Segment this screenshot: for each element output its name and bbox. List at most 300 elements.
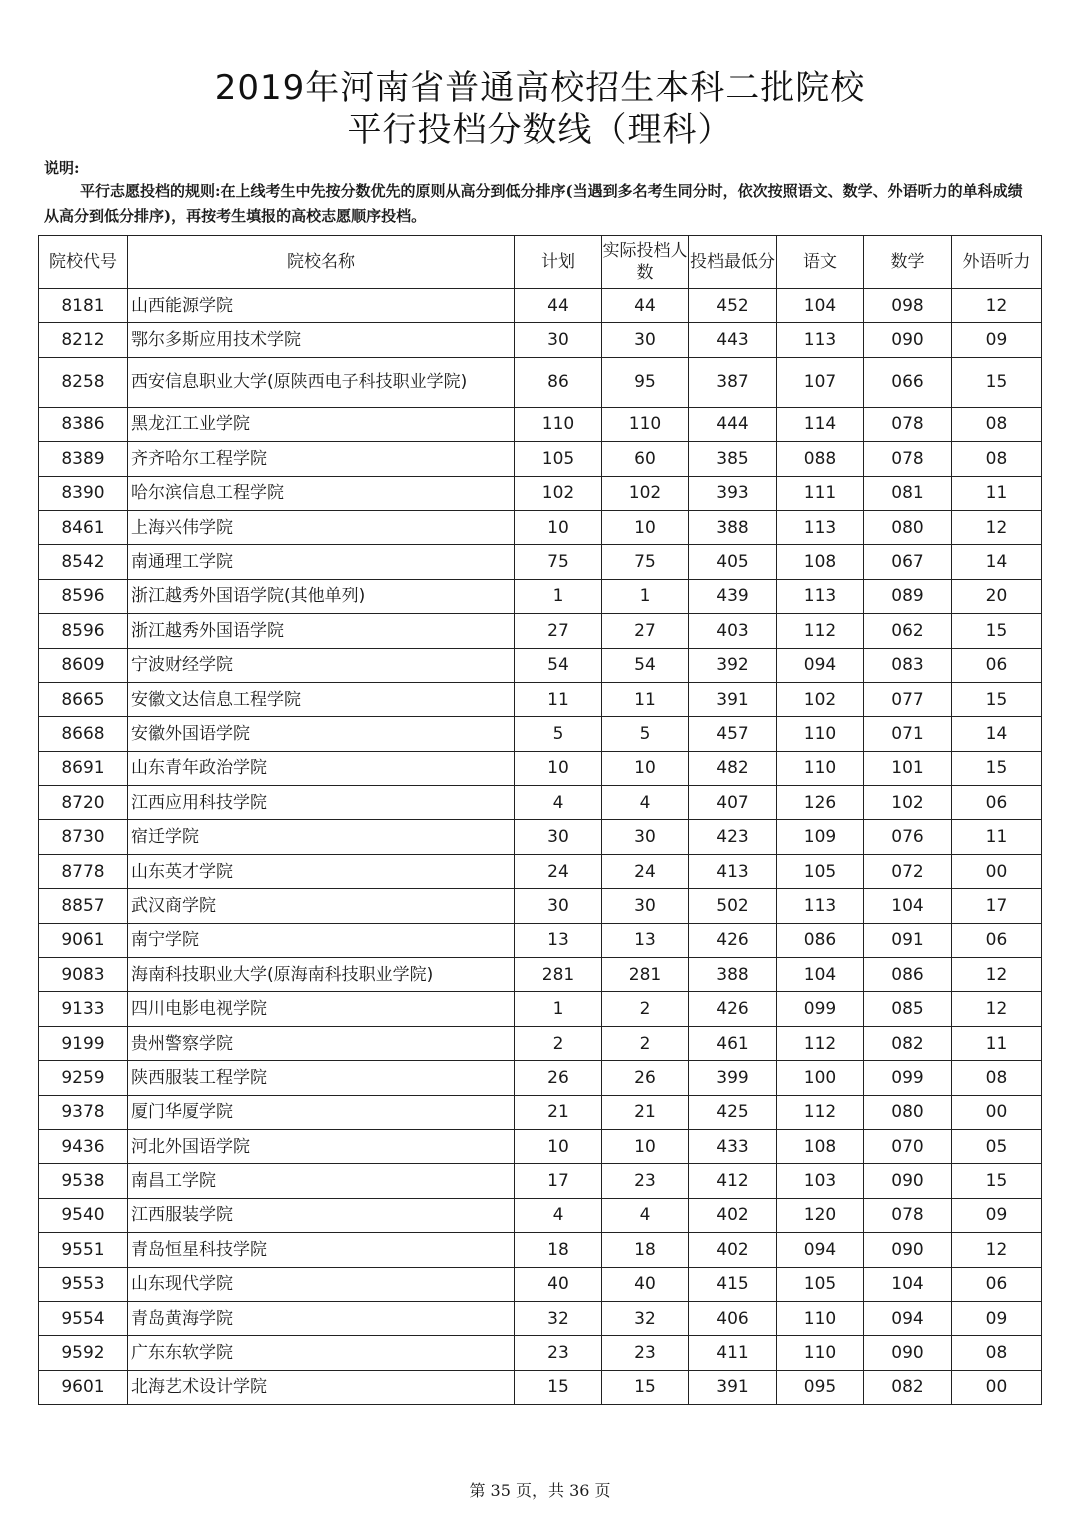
plan-cell: 10 [515, 1129, 602, 1163]
min-score-cell: 426 [689, 992, 777, 1026]
plan-cell: 23 [515, 1336, 602, 1370]
min-score-cell: 415 [689, 1267, 777, 1301]
school-name-cell: 齐齐哈尔工程学院 [128, 442, 515, 476]
actual-count-cell: 54 [602, 648, 689, 682]
chinese-score-cell: 113 [777, 510, 864, 544]
min-score-cell: 388 [689, 510, 777, 544]
min-score-cell: 452 [689, 289, 777, 323]
plan-cell: 1 [515, 579, 602, 613]
listening-score-cell: 08 [952, 1336, 1042, 1370]
chinese-score-cell: 108 [777, 1129, 864, 1163]
math-score-cell: 104 [864, 1267, 952, 1301]
school-name-cell: 广东东软学院 [128, 1336, 515, 1370]
table-row [39, 958, 1042, 992]
math-score-cell: 078 [864, 442, 952, 476]
plan-cell: 27 [515, 614, 602, 648]
math-score-cell: 085 [864, 992, 952, 1026]
school-name-cell: 山东英才学院 [128, 854, 515, 888]
table-row [39, 1129, 1042, 1163]
table-row [39, 648, 1042, 682]
listening-score-cell: 11 [952, 820, 1042, 854]
actual-count-cell: 4 [602, 1198, 689, 1232]
school-name-cell: 厦门华厦学院 [128, 1095, 515, 1129]
table-row [39, 923, 1042, 957]
table-row [39, 442, 1042, 476]
school-code-cell: 8609 [39, 648, 128, 682]
header-actual-count: 实际投档人数 [602, 236, 689, 289]
school-code-cell: 9551 [39, 1233, 128, 1267]
listening-score-cell: 05 [952, 1129, 1042, 1163]
listening-score-cell: 14 [952, 545, 1042, 579]
plan-cell: 21 [515, 1095, 602, 1129]
table-row [39, 1061, 1042, 1095]
table-row [39, 1370, 1042, 1404]
school-code-cell: 9083 [39, 958, 128, 992]
actual-count-cell: 13 [602, 923, 689, 957]
table-row [39, 1095, 1042, 1129]
actual-count-cell: 30 [602, 889, 689, 923]
min-score-cell: 426 [689, 923, 777, 957]
min-score-cell: 392 [689, 648, 777, 682]
listening-score-cell: 00 [952, 1095, 1042, 1129]
math-score-cell: 081 [864, 476, 952, 510]
chinese-score-cell: 104 [777, 289, 864, 323]
school-name-cell: 江西服装学院 [128, 1198, 515, 1232]
listening-score-cell: 12 [952, 1233, 1042, 1267]
actual-count-cell: 5 [602, 717, 689, 751]
school-code-cell: 8730 [39, 820, 128, 854]
table-row [39, 682, 1042, 716]
listening-score-cell: 15 [952, 357, 1042, 407]
table-row [39, 323, 1042, 357]
math-score-cell: 082 [864, 1026, 952, 1060]
table-row [39, 1233, 1042, 1267]
listening-score-cell: 08 [952, 1061, 1042, 1095]
actual-count-cell: 10 [602, 510, 689, 544]
school-code-cell: 8542 [39, 545, 128, 579]
table-row [39, 289, 1042, 323]
document-title-line2: 平行投档分数线（理科） [347, 110, 733, 150]
plan-cell: 30 [515, 323, 602, 357]
school-code-cell: 9436 [39, 1129, 128, 1163]
plan-cell: 4 [515, 1198, 602, 1232]
school-code-cell: 9553 [39, 1267, 128, 1301]
school-code-cell: 9061 [39, 923, 128, 957]
chinese-score-cell: 094 [777, 1233, 864, 1267]
school-code-cell: 9259 [39, 1061, 128, 1095]
school-name-cell: 青岛黄海学院 [128, 1301, 515, 1335]
actual-count-cell: 281 [602, 958, 689, 992]
math-score-cell: 098 [864, 289, 952, 323]
school-name-cell: 上海兴伟学院 [128, 510, 515, 544]
plan-cell: 10 [515, 751, 602, 785]
school-code-cell: 9538 [39, 1164, 128, 1198]
listening-score-cell: 20 [952, 579, 1042, 613]
school-code-cell: 9592 [39, 1336, 128, 1370]
chinese-score-cell: 107 [777, 357, 864, 407]
school-name-cell: 海南科技职业大学(原海南科技职业学院) [128, 958, 515, 992]
math-score-cell: 082 [864, 1370, 952, 1404]
actual-count-cell: 2 [602, 1026, 689, 1060]
header-chinese: 语文 [777, 236, 864, 289]
table-row [39, 579, 1042, 613]
chinese-score-cell: 120 [777, 1198, 864, 1232]
chinese-score-cell: 112 [777, 614, 864, 648]
school-name-cell: 青岛恒星科技学院 [128, 1233, 515, 1267]
school-code-cell: 9554 [39, 1301, 128, 1335]
actual-count-cell: 30 [602, 323, 689, 357]
listening-score-cell: 11 [952, 476, 1042, 510]
school-name-cell: 宿迁学院 [128, 820, 515, 854]
min-score-cell: 423 [689, 820, 777, 854]
school-code-cell: 8461 [39, 510, 128, 544]
plan-cell: 30 [515, 889, 602, 923]
listening-score-cell: 12 [952, 958, 1042, 992]
school-name-cell: 四川电影电视学院 [128, 992, 515, 1026]
school-code-cell: 8720 [39, 786, 128, 820]
math-score-cell: 077 [864, 682, 952, 716]
math-score-cell: 091 [864, 923, 952, 957]
school-code-cell: 9601 [39, 1370, 128, 1404]
school-code-cell: 9133 [39, 992, 128, 1026]
actual-count-cell: 10 [602, 1129, 689, 1163]
table-row [39, 820, 1042, 854]
min-score-cell: 406 [689, 1301, 777, 1335]
table-row [39, 510, 1042, 544]
document-title-line1: 2019年河南省普通高校招生本科二批院校 [214, 68, 866, 108]
chinese-score-cell: 126 [777, 786, 864, 820]
math-score-cell: 090 [864, 1164, 952, 1198]
listening-score-cell: 12 [952, 992, 1042, 1026]
table-row [39, 854, 1042, 888]
min-score-cell: 388 [689, 958, 777, 992]
chinese-score-cell: 103 [777, 1164, 864, 1198]
math-score-cell: 101 [864, 751, 952, 785]
school-name-cell: 南昌工学院 [128, 1164, 515, 1198]
actual-count-cell: 26 [602, 1061, 689, 1095]
math-score-cell: 104 [864, 889, 952, 923]
math-score-cell: 086 [864, 958, 952, 992]
math-score-cell: 066 [864, 357, 952, 407]
plan-cell: 2 [515, 1026, 602, 1060]
school-code-cell: 8386 [39, 407, 128, 441]
listening-score-cell: 15 [952, 751, 1042, 785]
school-name-cell: 江西应用科技学院 [128, 786, 515, 820]
min-score-cell: 385 [689, 442, 777, 476]
table-row [39, 1026, 1042, 1060]
chinese-score-cell: 110 [777, 717, 864, 751]
listening-score-cell: 08 [952, 442, 1042, 476]
header-listening: 外语听力 [952, 236, 1042, 289]
school-name-cell: 贵州警察学院 [128, 1026, 515, 1060]
school-code-cell: 9378 [39, 1095, 128, 1129]
plan-cell: 11 [515, 682, 602, 716]
min-score-cell: 412 [689, 1164, 777, 1198]
actual-count-cell: 15 [602, 1370, 689, 1404]
chinese-score-cell: 113 [777, 889, 864, 923]
actual-count-cell: 27 [602, 614, 689, 648]
listening-score-cell: 12 [952, 510, 1042, 544]
table-row [39, 614, 1042, 648]
table-row [39, 717, 1042, 751]
chinese-score-cell: 114 [777, 407, 864, 441]
school-name-cell: 北海艺术设计学院 [128, 1370, 515, 1404]
table-body [39, 289, 1042, 1405]
school-code-cell: 9540 [39, 1198, 128, 1232]
plan-cell: 10 [515, 510, 602, 544]
plan-cell: 32 [515, 1301, 602, 1335]
school-name-cell: 安徽外国语学院 [128, 717, 515, 751]
school-name-cell: 武汉商学院 [128, 889, 515, 923]
actual-count-cell: 2 [602, 992, 689, 1026]
min-score-cell: 411 [689, 1336, 777, 1370]
actual-count-cell: 60 [602, 442, 689, 476]
math-score-cell: 072 [864, 854, 952, 888]
math-score-cell: 076 [864, 820, 952, 854]
plan-cell: 86 [515, 357, 602, 407]
listening-score-cell: 12 [952, 289, 1042, 323]
math-score-cell: 090 [864, 1233, 952, 1267]
table-row [39, 1301, 1042, 1335]
school-code-cell: 8181 [39, 289, 128, 323]
min-score-cell: 413 [689, 854, 777, 888]
chinese-score-cell: 100 [777, 1061, 864, 1095]
table-row [39, 1198, 1042, 1232]
actual-count-cell: 23 [602, 1336, 689, 1370]
header-math: 数学 [864, 236, 952, 289]
table-row [39, 992, 1042, 1026]
min-score-cell: 399 [689, 1061, 777, 1095]
table-row [39, 786, 1042, 820]
listening-score-cell: 09 [952, 323, 1042, 357]
school-code-cell: 8857 [39, 889, 128, 923]
listening-score-cell: 08 [952, 407, 1042, 441]
school-code-cell: 8668 [39, 717, 128, 751]
school-name-cell: 安徽文达信息工程学院 [128, 682, 515, 716]
table-header-row [39, 236, 1042, 289]
school-name-cell: 南通理工学院 [128, 545, 515, 579]
min-score-cell: 433 [689, 1129, 777, 1163]
chinese-score-cell: 104 [777, 958, 864, 992]
chinese-score-cell: 088 [777, 442, 864, 476]
table-row [39, 407, 1042, 441]
min-score-cell: 461 [689, 1026, 777, 1060]
plan-cell: 26 [515, 1061, 602, 1095]
note-label: 说明: [44, 159, 80, 177]
table-row [39, 545, 1042, 579]
actual-count-cell: 10 [602, 751, 689, 785]
actual-count-cell: 95 [602, 357, 689, 407]
school-name-cell: 宁波财经学院 [128, 648, 515, 682]
math-score-cell: 094 [864, 1301, 952, 1335]
math-score-cell: 083 [864, 648, 952, 682]
school-name-cell: 河北外国语学院 [128, 1129, 515, 1163]
min-score-cell: 444 [689, 407, 777, 441]
listening-score-cell: 00 [952, 854, 1042, 888]
min-score-cell: 443 [689, 323, 777, 357]
math-score-cell: 080 [864, 1095, 952, 1129]
chinese-score-cell: 112 [777, 1026, 864, 1060]
listening-score-cell: 15 [952, 1164, 1042, 1198]
listening-score-cell: 09 [952, 1301, 1042, 1335]
listening-score-cell: 09 [952, 1198, 1042, 1232]
plan-cell: 24 [515, 854, 602, 888]
chinese-score-cell: 110 [777, 751, 864, 785]
chinese-score-cell: 110 [777, 1336, 864, 1370]
actual-count-cell: 18 [602, 1233, 689, 1267]
plan-cell: 102 [515, 476, 602, 510]
actual-count-cell: 32 [602, 1301, 689, 1335]
plan-cell: 110 [515, 407, 602, 441]
listening-score-cell: 06 [952, 923, 1042, 957]
math-score-cell: 089 [864, 579, 952, 613]
min-score-cell: 482 [689, 751, 777, 785]
note-text: 平行志愿投档的规则:在上线考生中先按分数优先的原则从高分到低分排序(当遇到多名考生同分时，依次按照语文、数学、外语听力的单科成绩从高分到低分排序)，再按考生填报的高校志愿顺序投档。 [44, 182, 1023, 225]
listening-score-cell: 06 [952, 786, 1042, 820]
listening-score-cell: 00 [952, 1370, 1042, 1404]
actual-count-cell: 1 [602, 579, 689, 613]
listening-score-cell: 11 [952, 1026, 1042, 1060]
listening-score-cell: 15 [952, 682, 1042, 716]
plan-cell: 281 [515, 958, 602, 992]
chinese-score-cell: 086 [777, 923, 864, 957]
math-score-cell: 067 [864, 545, 952, 579]
actual-count-cell: 11 [602, 682, 689, 716]
chinese-score-cell: 105 [777, 854, 864, 888]
min-score-cell: 391 [689, 682, 777, 716]
header-plan: 计划 [515, 236, 602, 289]
school-code-cell: 8258 [39, 357, 128, 407]
min-score-cell: 402 [689, 1198, 777, 1232]
actual-count-cell: 30 [602, 820, 689, 854]
min-score-cell: 502 [689, 889, 777, 923]
actual-count-cell: 110 [602, 407, 689, 441]
school-name-cell: 浙江越秀外国语学院(其他单列) [128, 579, 515, 613]
min-score-cell: 425 [689, 1095, 777, 1129]
math-score-cell: 062 [864, 614, 952, 648]
school-name-cell: 山东现代学院 [128, 1267, 515, 1301]
school-name-cell: 山西能源学院 [128, 289, 515, 323]
chinese-score-cell: 099 [777, 992, 864, 1026]
chinese-score-cell: 108 [777, 545, 864, 579]
school-code-cell: 9199 [39, 1026, 128, 1060]
school-code-cell: 8596 [39, 579, 128, 613]
listening-score-cell: 15 [952, 614, 1042, 648]
min-score-cell: 403 [689, 614, 777, 648]
score-table [38, 235, 1042, 1405]
page-footer: 第 35 页，共 36 页 [469, 1481, 611, 1500]
school-name-cell: 鄂尔多斯应用技术学院 [128, 323, 515, 357]
math-score-cell: 078 [864, 407, 952, 441]
actual-count-cell: 24 [602, 854, 689, 888]
school-name-cell: 黑龙江工业学院 [128, 407, 515, 441]
header-school-code: 院校代号 [39, 236, 128, 289]
school-code-cell: 8596 [39, 614, 128, 648]
math-score-cell: 080 [864, 510, 952, 544]
plan-cell: 15 [515, 1370, 602, 1404]
actual-count-cell: 75 [602, 545, 689, 579]
chinese-score-cell: 111 [777, 476, 864, 510]
school-code-cell: 8665 [39, 682, 128, 716]
chinese-score-cell: 105 [777, 1267, 864, 1301]
min-score-cell: 393 [689, 476, 777, 510]
table-row [39, 751, 1042, 785]
chinese-score-cell: 113 [777, 323, 864, 357]
plan-cell: 40 [515, 1267, 602, 1301]
math-score-cell: 078 [864, 1198, 952, 1232]
min-score-cell: 457 [689, 717, 777, 751]
school-name-cell: 山东青年政治学院 [128, 751, 515, 785]
chinese-score-cell: 110 [777, 1301, 864, 1335]
plan-cell: 17 [515, 1164, 602, 1198]
min-score-cell: 391 [689, 1370, 777, 1404]
school-name-cell: 哈尔滨信息工程学院 [128, 476, 515, 510]
plan-cell: 5 [515, 717, 602, 751]
min-score-cell: 387 [689, 357, 777, 407]
math-score-cell: 070 [864, 1129, 952, 1163]
table-row [39, 476, 1042, 510]
min-score-cell: 402 [689, 1233, 777, 1267]
chinese-score-cell: 095 [777, 1370, 864, 1404]
plan-cell: 44 [515, 289, 602, 323]
actual-count-cell: 44 [602, 289, 689, 323]
math-score-cell: 102 [864, 786, 952, 820]
table-row [39, 1164, 1042, 1198]
plan-cell: 4 [515, 786, 602, 820]
chinese-score-cell: 102 [777, 682, 864, 716]
header-school-name: 院校名称 [128, 236, 515, 289]
math-score-cell: 090 [864, 1336, 952, 1370]
actual-count-cell: 23 [602, 1164, 689, 1198]
school-code-cell: 8212 [39, 323, 128, 357]
plan-cell: 1 [515, 992, 602, 1026]
school-code-cell: 8389 [39, 442, 128, 476]
listening-score-cell: 06 [952, 648, 1042, 682]
school-name-cell: 西安信息职业大学(原陕西电子科技职业学院) [128, 357, 515, 407]
min-score-cell: 407 [689, 786, 777, 820]
table-row [39, 1267, 1042, 1301]
actual-count-cell: 4 [602, 786, 689, 820]
table-row [39, 889, 1042, 923]
plan-cell: 105 [515, 442, 602, 476]
listening-score-cell: 17 [952, 889, 1042, 923]
plan-cell: 30 [515, 820, 602, 854]
school-name-cell: 南宁学院 [128, 923, 515, 957]
chinese-score-cell: 094 [777, 648, 864, 682]
school-code-cell: 8691 [39, 751, 128, 785]
school-code-cell: 8390 [39, 476, 128, 510]
math-score-cell: 071 [864, 717, 952, 751]
school-name-cell: 陕西服装工程学院 [128, 1061, 515, 1095]
plan-cell: 13 [515, 923, 602, 957]
plan-cell: 18 [515, 1233, 602, 1267]
math-score-cell: 099 [864, 1061, 952, 1095]
table-row [39, 1336, 1042, 1370]
school-name-cell: 浙江越秀外国语学院 [128, 614, 515, 648]
chinese-score-cell: 113 [777, 579, 864, 613]
actual-count-cell: 102 [602, 476, 689, 510]
chinese-score-cell: 112 [777, 1095, 864, 1129]
actual-count-cell: 40 [602, 1267, 689, 1301]
actual-count-cell: 21 [602, 1095, 689, 1129]
min-score-cell: 405 [689, 545, 777, 579]
plan-cell: 75 [515, 545, 602, 579]
chinese-score-cell: 109 [777, 820, 864, 854]
plan-cell: 54 [515, 648, 602, 682]
header-min-score: 投档最低分 [689, 236, 777, 289]
school-code-cell: 8778 [39, 854, 128, 888]
math-score-cell: 090 [864, 323, 952, 357]
